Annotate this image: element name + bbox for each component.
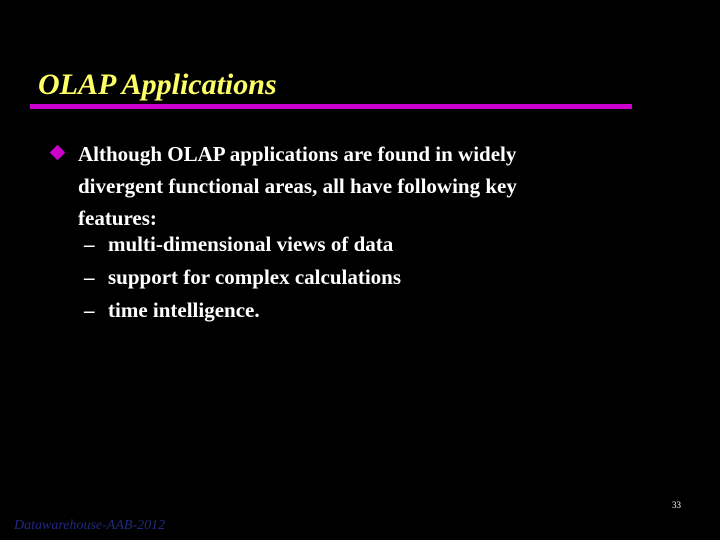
sub-bullet-list: [84, 228, 401, 327]
bullet-line-2: divergent functional areas, all have following key: [78, 174, 517, 198]
sub-bullet-text: multi-dimensional views of data: [108, 232, 394, 256]
footer-text: Datawarehouse-AAB-2012: [14, 518, 166, 533]
bullet-line-3: features:: [78, 206, 157, 230]
slide-title: OLAP Applications: [38, 68, 277, 101]
sub-bullet-text: time intelligence.: [108, 298, 260, 322]
diamond-bullet-icon: [50, 145, 66, 161]
title-underline: [30, 104, 632, 109]
dash-marker: –: [84, 232, 95, 256]
sub-bullet-item: [84, 294, 401, 327]
sub-bullet-item: [84, 261, 401, 294]
dash-marker: –: [84, 265, 95, 289]
bullet-text: [78, 138, 638, 234]
sub-bullet-text: support for complex calculations: [108, 265, 402, 289]
page-number: 33: [672, 500, 681, 510]
dash-marker: –: [84, 298, 95, 322]
sub-bullet-item: [84, 228, 401, 261]
bullet-line-1: Although OLAP applications are found in widely: [78, 142, 517, 166]
